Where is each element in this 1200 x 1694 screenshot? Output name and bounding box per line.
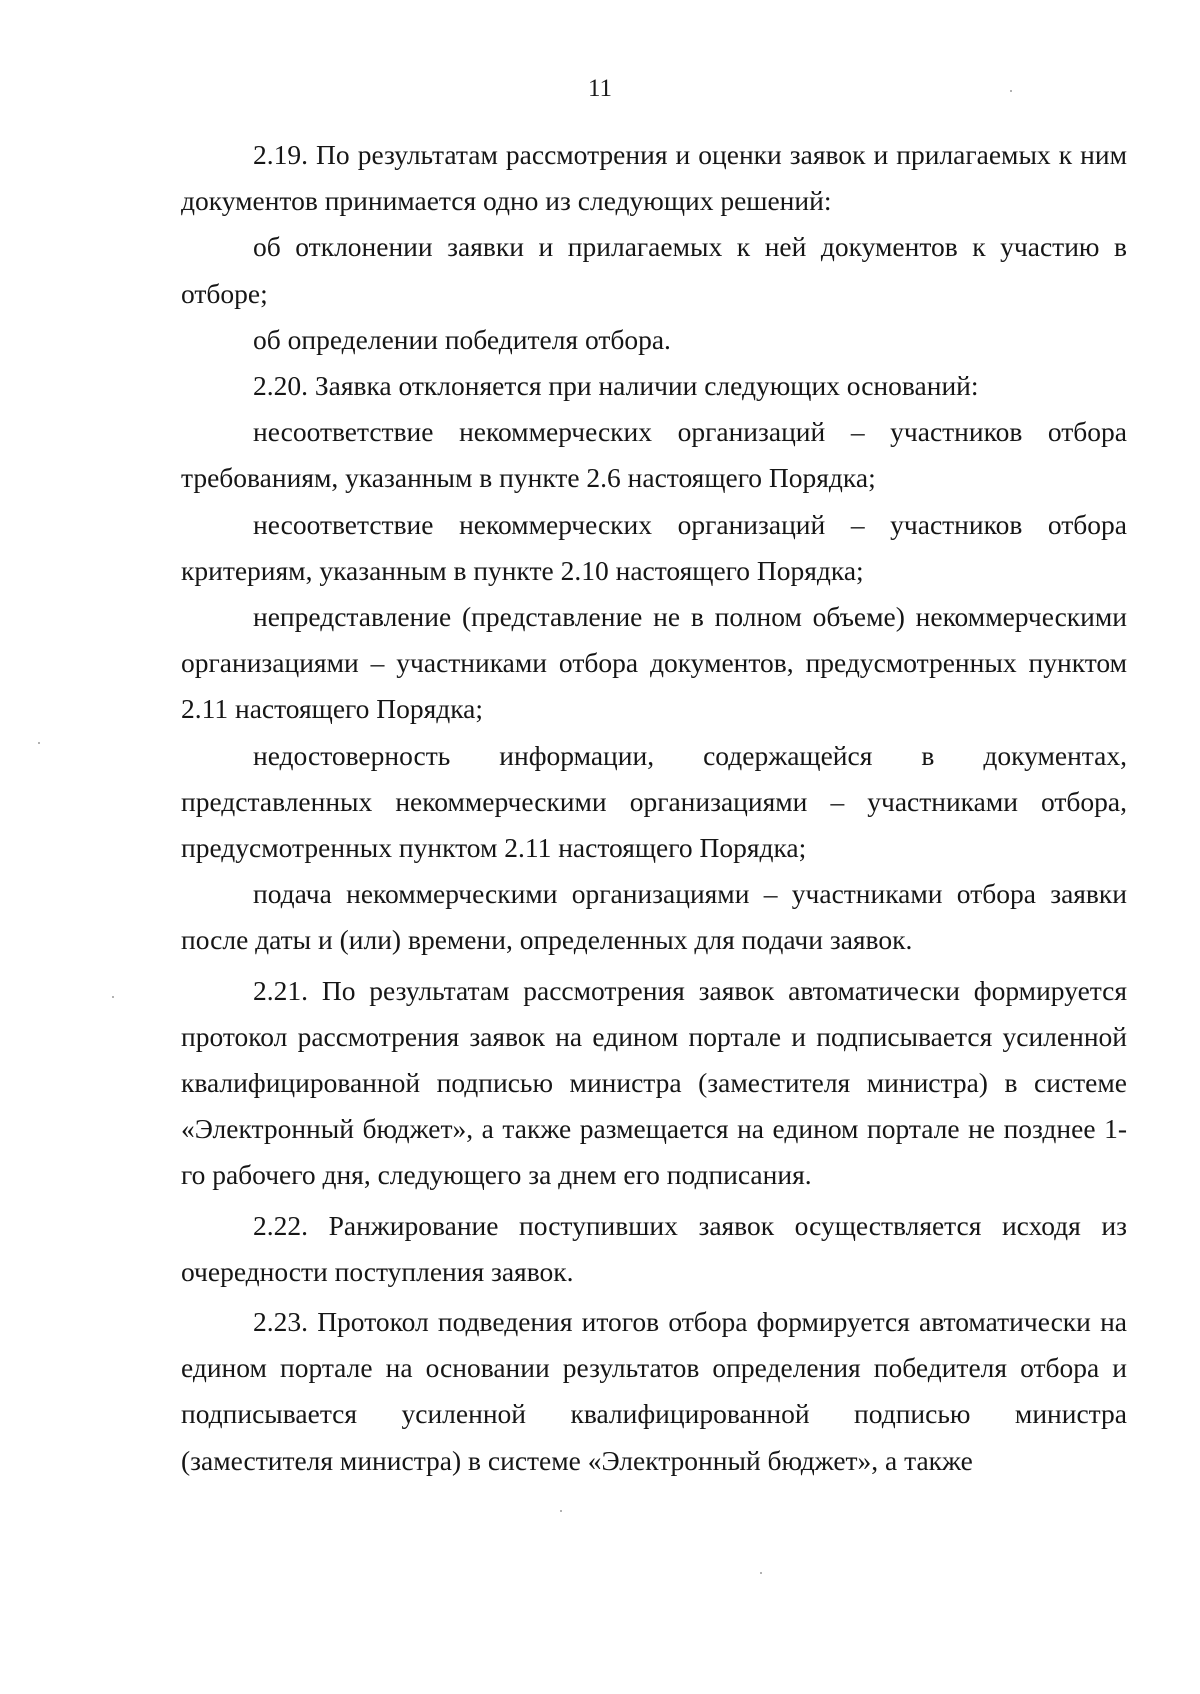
paragraph-ground-documents: непредставление (представление не в полном объеме) некоммерческими организациями – участниками отбора документов, предусмотренных пунктом 2.11 настоящего Порядка; — [181, 601, 1127, 725]
paragraph-ground-criteria: несоответствие некоммерческих организаций – участников отбора критериям, указанным в пункте 2.10 настоящего Порядка; — [181, 508, 1127, 586]
paragraph-2-19: 2.19. По результатам рассмотрения и оценки заявок и прилагаемых к ним документов принимается одно из следующих решений: — [181, 139, 1127, 217]
scan-speck — [112, 996, 114, 998]
paragraph-2-21: 2.21. По результатам рассмотрения заявок автоматически формируется протокол рассмотрения заявок на едином портале и подписывается усиленной квалифицированной подписью министра (заместителя министра) в системе «Электронный бюджет», а также размещается на едином портале не позднее 1-го рабочего дня, следующего за днем его подписания. — [181, 974, 1127, 1191]
scan-speck — [560, 1510, 562, 1512]
paragraph-2-20: 2.20. Заявка отклоняется при наличии следующих оснований: — [253, 370, 979, 402]
document-body — [181, 132, 1127, 1484]
scan-speck — [38, 742, 40, 744]
scan-speck — [760, 1572, 762, 1574]
paragraph-ground-requirements: несоответствие некоммерческих организаций – участников отбора требованиям, указанным в пункте 2.6 настоящего Порядка; — [181, 416, 1127, 494]
scan-speck — [1010, 90, 1012, 92]
paragraph-rejection-option: об отклонении заявки и прилагаемых к ней документов к участию в отборе; — [181, 231, 1127, 309]
page-number: 11 — [587, 75, 613, 102]
paragraph-ground-late-submission: подача некоммерческими организациями – участниками отбора заявки после даты и (или) времени, определенных для подачи заявок. — [181, 878, 1127, 956]
paragraph-2-22: 2.22. Ранжирование поступивших заявок осуществляется исходя из очередности поступления заявок. — [181, 1209, 1127, 1287]
paragraph-winner-option: об определении победителя отбора. — [253, 323, 671, 355]
paragraph-ground-unreliability: недостоверность информации, содержащейся в документах, представленных некоммерческими организациями – участниками отбора, предусмотренных пунктом 2.11 настоящего Порядка; — [181, 739, 1127, 864]
paragraph-2-23: 2.23. Протокол подведения итогов отбора формируется автоматически на едином портале на основании результатов определения победителя отбора и подписывается усиленной квалифицированной подписью министра (заместителя министра) в системе «Электронный бюджет», а также — [181, 1306, 1127, 1476]
